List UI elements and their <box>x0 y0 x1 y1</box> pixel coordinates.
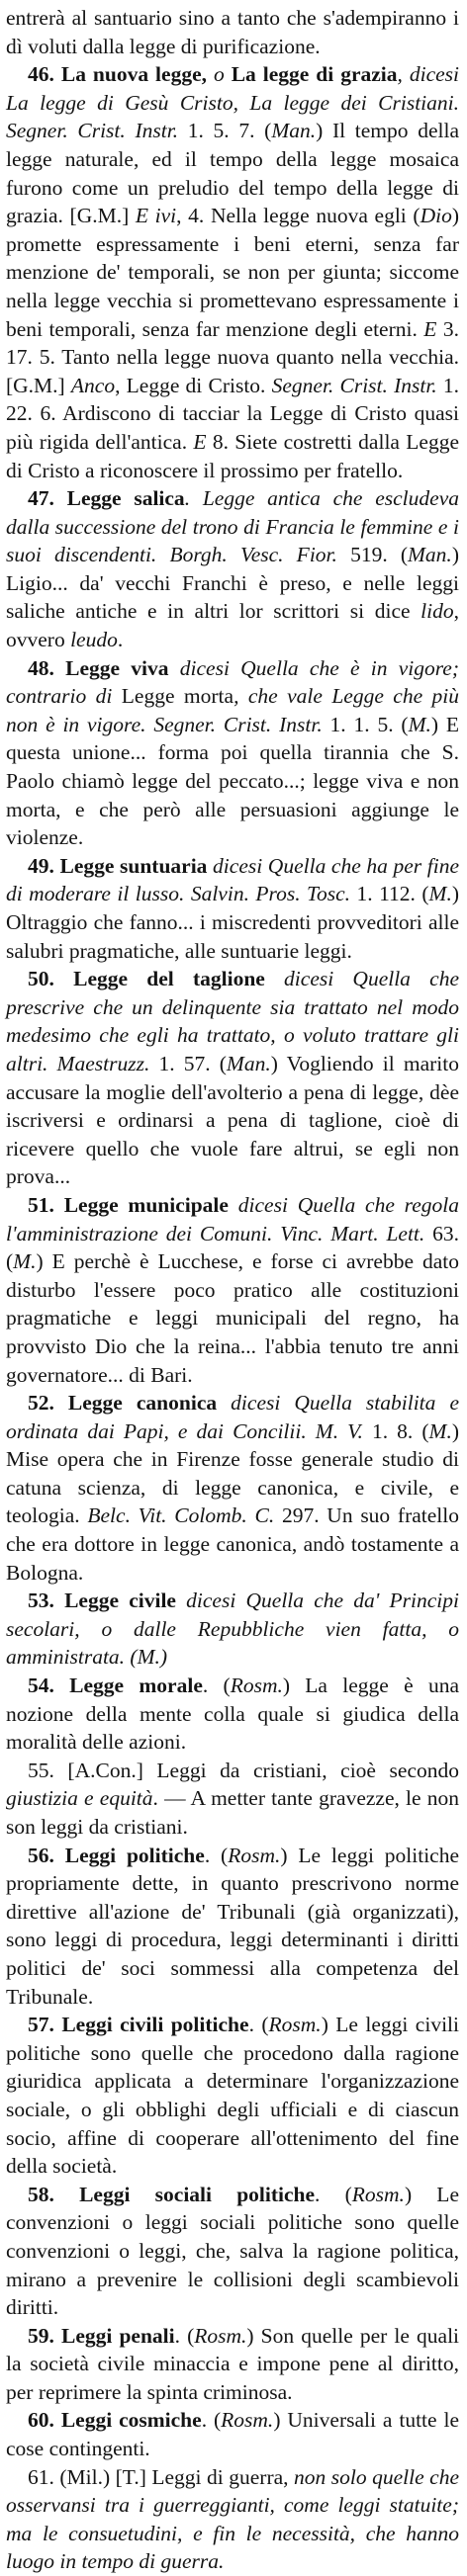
entry-text: . ( <box>201 2408 222 2433</box>
entry-italic-text: M. <box>428 1418 452 1443</box>
entry-italic-text: Segner. Crist. Instr. <box>271 373 443 397</box>
dictionary-entry <box>6 1757 459 1842</box>
entry-text: ) E perchè è Lucchese, e forse ci avrebbe dato disturbo l'essere poco pratico alle costituzioni pragmatiche e leggi municipali del regno, ha provvisto Dio che la reina... l'abbia tenuto tre anni governatore... di Bari. <box>6 1249 459 1387</box>
entry-text: 1. 112. ( <box>356 882 429 906</box>
entry-headword: Legge del taglione <box>73 967 285 991</box>
entry-text: ) Le leggi civili politiche sono quelle che procedono dalla ragione giuridica applicata a determinare l'organizzazione sociale, o gli obblighi degli ufficiali e di ciascun socio, affine di cooperare all'ottenimento del fine della società. <box>6 2013 459 2179</box>
dictionary-entry <box>6 1672 459 1757</box>
entry-italic-text: Man. <box>271 119 317 143</box>
dictionary-entry <box>6 965 459 1191</box>
dictionary-entry <box>6 4 459 60</box>
entry-italic-text: non solo quelle che osservansi tra i guerreggianti, come leggi statuite; ma le consuetudini, e fin le necessità, che hanno luogo in tempo di guerra. <box>6 2464 459 2574</box>
entry-headword: Leggi civili politiche <box>61 2013 249 2037</box>
entry-italic-text: dicesi Quella che ha per fine di moderare il lusso. Salvin. Pros. Tosc. <box>6 853 459 906</box>
entry-text: Legge morta <box>121 684 234 709</box>
entry-number: 57. <box>28 2013 62 2037</box>
entry-text: 1. 5. 7. ( <box>187 119 272 143</box>
entry-italic-text: Rosm. <box>228 1843 281 1867</box>
entry-text: 55. [A.Con.] Leggi da cristiani, cioè secondo <box>28 1758 459 1782</box>
entry-text: 297. Un suo fratello che era dottore in legge canonica, andò tostamente a Bologna. <box>6 1503 459 1585</box>
dictionary-entry <box>6 2463 459 2576</box>
entry-text: 61. (Mil.) [T.] Leggi di guerra, <box>28 2464 295 2489</box>
entry-italic-text: . Legge antica che escludeva dalla successione del trono di Francia le femmine e i suoi discendenti. Borgh. Vesc. Fior. <box>6 486 459 567</box>
entry-number: 52. <box>28 1391 68 1416</box>
entry-number: 50. <box>28 967 74 991</box>
entry-italic-text: giustizia e equità <box>6 1786 153 1811</box>
dictionary-entry <box>6 2322 459 2407</box>
entry-headword: Leggi penali <box>60 2323 175 2348</box>
entry-number: 56. <box>28 1843 65 1867</box>
entry-text: . ( <box>204 1843 229 1867</box>
entry-italic-text: Man. <box>408 543 452 567</box>
entry-text: ) Mise opera che in Firenze fosse generale studio di catuna scienza, di legge canonica, e civile, e teologia. <box>6 1418 459 1528</box>
entry-number: 54. <box>28 1674 70 1698</box>
dictionary-entry <box>6 1587 459 1672</box>
entry-italic-text: Rosm. <box>351 2182 405 2206</box>
entry-italic-text: , che vale Legge che più non è in vigore. Segner. Crist. Instr. <box>6 684 459 736</box>
entry-number: 48. <box>28 655 66 680</box>
entry-number: 47. <box>28 486 67 511</box>
entry-italic-text: M. <box>13 1249 37 1274</box>
entry-headword: Legge viva <box>65 655 180 680</box>
dictionary-entry <box>6 1191 459 1389</box>
entry-text: 3. 17. 5. Tanto nella legge nuova quanto nella vecchia. [G.M.] <box>6 316 459 397</box>
entry-text: , 4. Nella legge nuova egli ( <box>176 204 420 228</box>
entry-text: 63. ( <box>6 1221 459 1274</box>
entry-text: , ovvero <box>6 599 459 652</box>
entry-text: ) Oltraggio che fanno... i miscredenti provveditori alle salubri pragmatiche, alle suntuarie leggi. <box>6 882 459 963</box>
entry-number: 58. <box>28 2182 80 2206</box>
entry-text: ) promette espressamente i beni eterni, senza far menzione de' temporali, se non per giunta; siccome nella legge vecchia si promettevano espressamente i beni temporali, senza far menzione degli eterni. <box>6 204 459 341</box>
entry-text: ) Le leggi politiche propriamente dette, in quanto prescrivono norme direttive all'azione de' Tribunali (già organizzati), sono leggi di procedura, leggi determinanti i diritti politici de' soci sommessi alla competenza del Tribunale. <box>6 1843 460 2009</box>
entry-italic-text: Man. <box>226 1051 271 1075</box>
entry-italic-text: dicesi Quella che da' Principi secolari, o dalle Repubbliche vien fatta, o amministrata. (M.) <box>6 1589 460 1670</box>
entry-italic-text: Anco <box>70 373 116 397</box>
entry-number: 53. <box>28 1589 65 1613</box>
entry-italic-text: dicesi Quella stabilita e ordinata dai Papi, e dai Concilii. M. V. <box>6 1391 459 1443</box>
entry-number: 51. <box>28 1192 64 1217</box>
entry-text: 1. 1. 5. ( <box>329 712 409 736</box>
entry-headword: Leggi sociali politiche <box>79 2182 316 2206</box>
entry-headword: Leggi politiche <box>64 1843 205 1867</box>
dictionary-entry <box>6 2181 459 2322</box>
entry-text: ) Son quelle per le quali la società civile minaccia e impone pene al diritto, per reprimere la spinta criminosa. <box>6 2323 460 2404</box>
entry-number: 46. <box>28 62 61 87</box>
entry-italic-text: Belc. Vit. Colomb. C. <box>87 1503 282 1528</box>
entry-italic-text: , dicesi La legge di Gesù Cristo, La legge dei Cristiani. Segner. Crist. Instr. <box>6 62 460 143</box>
entry-text: . — A metter tante gravezze, le non son leggi da cristiani. <box>6 1786 459 1839</box>
entry-headword: Legge salica <box>66 486 185 511</box>
entry-text: ) Le convenzioni o leggi sociali politiche sono quelle convenzioni o leggi, che, salva la ragione politica, mirano a prevenire le collisioni degli scambievoli diritti. <box>6 2182 459 2320</box>
entry-italic-text: dicesi Quella che regola l'amministrazione dei Comuni. Vinc. Mart. Lett. <box>6 1192 460 1245</box>
entry-text: , Legge di Cristo. <box>115 373 272 397</box>
entry-italic-text: dicesi Quella che è in vigore; contrario di <box>6 655 460 709</box>
entry-italic-text: lido <box>420 599 454 624</box>
entry-headword: Leggi cosmiche <box>60 2408 202 2433</box>
entry-italic-text: E ivi <box>135 204 177 228</box>
entry-text: ) E questa unione... forma poi quella tirannia che S. Paolo chiamò legge del peccato...; legge viva e non morta, e che però alle persuasioni aggiunge le violenze. <box>6 712 459 850</box>
entry-text: 1. 57. ( <box>158 1051 227 1075</box>
entry-italic-text: E <box>423 316 443 341</box>
entry-italic-text: M. <box>408 712 431 736</box>
entry-italic-text: leudo <box>70 628 118 652</box>
dictionary-entry <box>6 654 459 852</box>
entry-headword: La legge di grazia <box>231 62 398 87</box>
entry-italic-text: Rosm. <box>268 2013 322 2037</box>
dictionary-entry <box>6 2011 459 2181</box>
entry-headword: Legge morale <box>69 1674 203 1698</box>
entry-text: 519. ( <box>350 543 409 567</box>
entry-headword: Legge canonica <box>67 1391 232 1416</box>
entry-text: . ( <box>202 1674 231 1698</box>
entry-headword: Legge civile <box>64 1589 187 1613</box>
entry-number: 59. <box>28 2323 61 2348</box>
entry-headword: Legge suntuaria <box>59 853 214 878</box>
entry-italic-text: Rosm. <box>194 2323 247 2348</box>
entry-italic-text: Dio <box>420 204 452 228</box>
entry-headword: Legge municipale <box>63 1192 238 1217</box>
entry-italic-text: E <box>193 429 213 454</box>
dictionary-entry <box>6 2406 459 2462</box>
entry-text: . ( <box>248 2013 269 2037</box>
entry-text: entrerà al santuario sino a tanto che s'adempiranno i dì voluti dalla legge di purificazione. <box>6 6 459 58</box>
entry-italic-text: o <box>213 62 232 87</box>
dictionary-entry <box>6 852 459 965</box>
dictionary-entry <box>6 484 459 654</box>
entry-italic-text: M. <box>428 882 452 906</box>
entry-headword: La nuova legge, <box>60 62 214 87</box>
entry-text: 8. Siete costretti dalla Legge di Cristo a riconoscere il prossimo per fratello. <box>6 429 460 482</box>
entry-text: . ( <box>315 2182 352 2206</box>
entry-text: . <box>117 628 124 652</box>
entry-text: 1. 22. 6. Ardiscono di tacciar la Legge di Cristo quasi più rigida dell'antica. <box>6 373 459 454</box>
entry-italic-text: dicesi Quella che prescrive che un delinquente sia trattato nel modo medesimo che egli ha trattato, o voluto trattare gli altri. Maestruzz. <box>6 967 459 1075</box>
entry-text: ) Il tempo della legge naturale, ed il tempo della legge mosaica furono come un preludio del tempo della legge di grazia. [G.M.] <box>6 119 459 228</box>
entry-text: . ( <box>174 2323 195 2348</box>
entry-text: ) La legge è una nozione della mente colla quale si giudica della moralità delle azioni. <box>6 1674 459 1755</box>
entry-text: ) Universali a tutte le cose contingenti. <box>6 2408 459 2461</box>
dictionary-entry <box>6 1389 459 1587</box>
entry-italic-text: Rosm. <box>221 2408 274 2433</box>
dictionary-entry <box>6 60 459 484</box>
entry-italic-text: Rosm. <box>230 1674 283 1698</box>
entry-text: 1. 8. ( <box>371 1418 429 1443</box>
entry-text: ) Vogliendo il marito accusare la moglie dell'avolterio a pena di legge, dèe iscriversi e ordinarsi a pena di taglione, cioè di ricevere quello che vuole fare altrui, se egli non prova... <box>6 1051 459 1189</box>
entry-text: ) Ligio... da' vecchi Franchi è preso, e nelle leggi saliche antiche e in altri lor scrittori si dice <box>6 543 459 624</box>
entry-number: 60. <box>28 2408 61 2433</box>
dictionary-entry <box>6 1842 459 2012</box>
entry-number: 49. <box>28 853 60 878</box>
